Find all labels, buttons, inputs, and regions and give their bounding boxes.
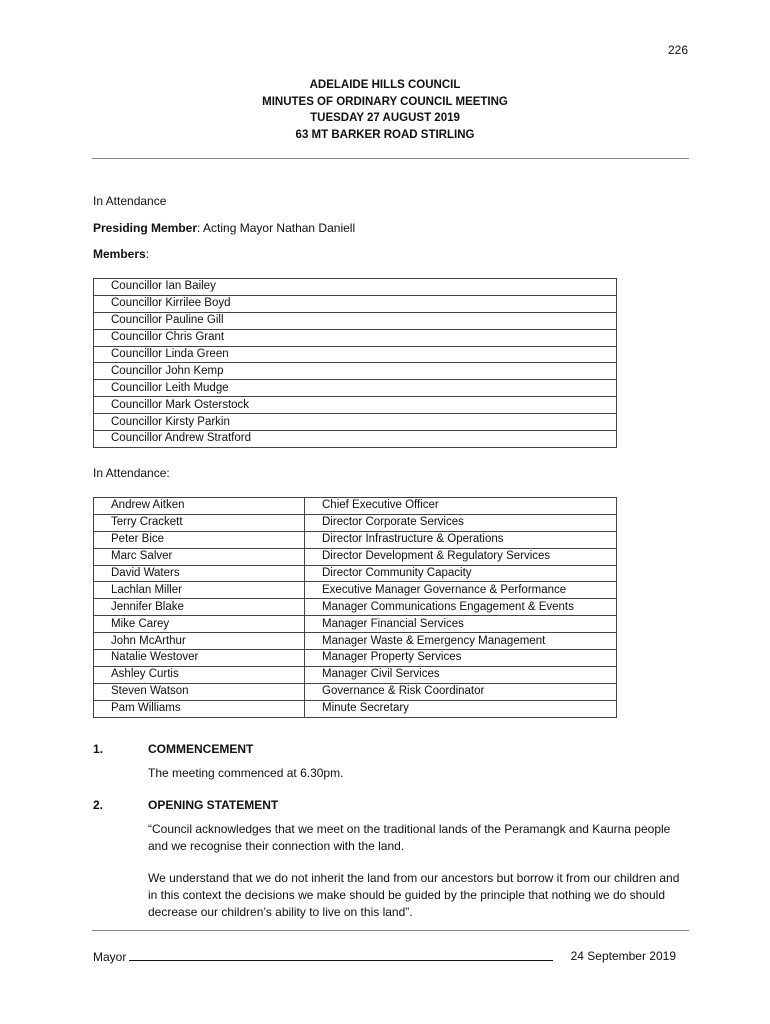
- staff-name: Jennifer Blake: [94, 599, 305, 616]
- table-row: [94, 582, 617, 599]
- staff-role: Manager Financial Services: [305, 616, 617, 633]
- table-row: [94, 329, 617, 346]
- staff-table: [93, 497, 617, 718]
- staff-name: Mike Carey: [94, 616, 305, 633]
- table-row: [94, 548, 617, 565]
- member-name: Councillor Kirsty Parkin: [94, 414, 617, 431]
- section-2-paragraph-2: We understand that we do not inherit the land from our ancestors but borrow it from our children and in this context the decisions we make should be guided by the principle that nothing we do should decrease our children’s ability to live on this land”.: [148, 871, 680, 919]
- table-row: [94, 514, 617, 531]
- table-row: [94, 683, 617, 700]
- table-row: [94, 431, 617, 448]
- table-row: [94, 650, 617, 667]
- members-colon: :: [145, 247, 150, 261]
- member-name: Councillor Pauline Gill: [94, 312, 617, 329]
- staff-role: Manager Property Services: [305, 650, 617, 667]
- table-row: [94, 599, 617, 616]
- table-row: [94, 565, 617, 582]
- member-name: Councillor Mark Osterstock: [94, 397, 617, 414]
- staff-name: Peter Bice: [94, 531, 305, 548]
- section-1-body: The meeting commenced at 6.30pm.: [148, 766, 344, 780]
- footer-divider: [92, 930, 689, 931]
- section-1-title: COMMENCEMENT: [148, 742, 254, 756]
- table-row: [94, 279, 617, 296]
- member-name: Councillor Kirrilee Boyd: [94, 295, 617, 312]
- signature-line: [129, 949, 553, 961]
- page-number: 226: [667, 43, 688, 57]
- member-name: Councillor Chris Grant: [94, 329, 617, 346]
- staff-role: Director Community Capacity: [305, 565, 617, 582]
- attendance-heading: In Attendance: [93, 194, 167, 208]
- staff-name: Terry Crackett: [94, 514, 305, 531]
- staff-role: Manager Communications Engagement & Events: [305, 599, 617, 616]
- staff-name: Marc Salver: [94, 548, 305, 565]
- staff-name: Pam Williams: [94, 700, 305, 717]
- section-1-number: 1.: [93, 742, 104, 756]
- table-row: [94, 312, 617, 329]
- staff-name: Ashley Curtis: [94, 666, 305, 683]
- meeting-address: 63 MT BARKER ROAD STIRLING: [295, 128, 475, 141]
- table-row: [94, 700, 617, 717]
- council-name: ADELAIDE HILLS COUNCIL: [309, 79, 461, 91]
- meeting-date: TUESDAY 27 AUGUST 2019: [310, 112, 460, 124]
- member-name: Councillor Leith Mudge: [94, 380, 617, 397]
- mayor-signature-line: [93, 949, 553, 964]
- table-row: [94, 363, 617, 380]
- members-label: Members: [93, 247, 146, 261]
- staff-role: Chief Executive Officer: [305, 498, 617, 515]
- table-row: [94, 414, 617, 431]
- staff-role: Director Infrastructure & Operations: [305, 531, 617, 548]
- section-2-paragraph-1: “Council acknowledges that we meet on the traditional lands of the Peramangk and Kaurna people and we recognise their connection with the land.: [148, 822, 671, 853]
- staff-role: Executive Manager Governance & Performance: [305, 582, 617, 599]
- staff-role: Director Development & Regulatory Services: [305, 548, 617, 565]
- section-2-title: OPENING STATEMENT: [148, 798, 279, 812]
- presiding-member-label: Presiding Member: [93, 221, 198, 235]
- member-name: Councillor Ian Bailey: [94, 279, 617, 296]
- presiding-member-value: : Acting Mayor Nathan Daniell: [197, 221, 356, 235]
- document-header: [0, 77, 770, 143]
- table-row: [94, 616, 617, 633]
- staff-name: Lachlan Miller: [94, 582, 305, 599]
- member-name: Councillor Linda Green: [94, 346, 617, 363]
- presiding-member-line: [93, 221, 355, 235]
- staff-role: Manager Civil Services: [305, 666, 617, 683]
- table-row: [94, 666, 617, 683]
- footer-date: 24 September 2019: [570, 949, 676, 963]
- table-row: [94, 295, 617, 312]
- members-heading: [93, 247, 149, 261]
- table-row: [94, 346, 617, 363]
- staff-role: Manager Waste & Emergency Management: [305, 633, 617, 650]
- staff-name: David Waters: [94, 565, 305, 582]
- table-row: [94, 498, 617, 515]
- member-name: Councillor Andrew Stratford: [94, 431, 617, 448]
- staff-name: Andrew Aitken: [94, 498, 305, 515]
- table-row: [94, 633, 617, 650]
- section-2-number: 2.: [93, 798, 104, 812]
- staff-role: Director Corporate Services: [305, 514, 617, 531]
- header-divider: [92, 158, 689, 159]
- staff-name: John McArthur: [94, 633, 305, 650]
- table-row: [94, 380, 617, 397]
- table-row: [94, 531, 617, 548]
- mayor-label: Mayor: [93, 950, 127, 964]
- staff-role: Minute Secretary: [305, 700, 617, 717]
- members-table: [93, 278, 617, 448]
- staff-attendance-heading: In Attendance:: [93, 466, 170, 480]
- staff-role: Governance & Risk Coordinator: [305, 683, 617, 700]
- staff-name: Natalie Westover: [94, 650, 305, 667]
- member-name: Councillor John Kemp: [94, 363, 617, 380]
- staff-name: Steven Watson: [94, 683, 305, 700]
- document-title: MINUTES OF ORDINARY COUNCIL MEETING: [262, 95, 508, 108]
- table-row: [94, 397, 617, 414]
